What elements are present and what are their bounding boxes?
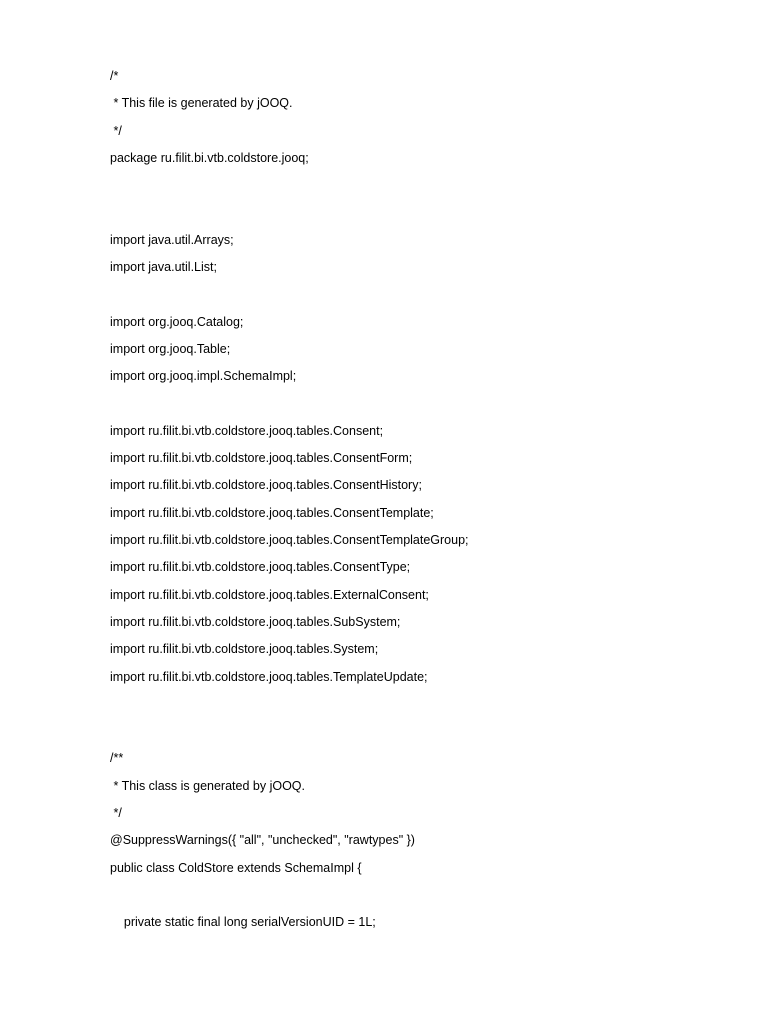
code-line: import ru.filit.bi.vtb.coldstore.jooq.tables.ConsentForm;: [110, 451, 413, 466]
code-line: @SuppressWarnings({ "all", "unchecked", "rawtypes" }): [110, 833, 415, 848]
code-line: import org.jooq.impl.SchemaImpl;: [110, 369, 297, 384]
code-line: import ru.filit.bi.vtb.coldstore.jooq.tables.ConsentTemplateGroup;: [110, 533, 469, 548]
code-line: import ru.filit.bi.vtb.coldstore.jooq.tables.ConsentHistory;: [110, 478, 422, 493]
code-line: import org.jooq.Table;: [110, 341, 231, 356]
code-line: package ru.filit.bi.vtb.coldstore.jooq;: [110, 150, 309, 165]
code-line: import ru.filit.bi.vtb.coldstore.jooq.tables.SubSystem;: [110, 614, 401, 629]
code-text-block: [110, 66, 730, 940]
code-line: import ru.filit.bi.vtb.coldstore.jooq.tables.ConsentType;: [110, 560, 411, 575]
code-line: [110, 175, 730, 202]
code-line: [110, 694, 730, 721]
code-line: [110, 885, 730, 912]
code-line: import java.util.List;: [110, 260, 217, 275]
code-line: private static final long serialVersionUID = 1L;: [110, 915, 376, 930]
code-line: import ru.filit.bi.vtb.coldstore.jooq.tables.ConsentTemplate;: [110, 505, 434, 520]
code-line: /**: [110, 751, 124, 766]
code-line: */: [110, 806, 122, 821]
code-line: import ru.filit.bi.vtb.coldstore.jooq.tables.TemplateUpdate;: [110, 669, 428, 684]
code-line: import java.util.Arrays;: [110, 232, 234, 247]
code-line: import ru.filit.bi.vtb.coldstore.jooq.tables.System;: [110, 642, 379, 657]
code-line: [110, 284, 730, 311]
code-line: [110, 721, 730, 748]
code-line: /*: [110, 69, 119, 83]
code-line: [110, 394, 730, 421]
code-line: import ru.filit.bi.vtb.coldstore.jooq.tables.Consent;: [110, 423, 384, 438]
code-line: * This class is generated by jOOQ.: [110, 778, 305, 793]
code-line: import org.jooq.Catalog;: [110, 314, 244, 329]
code-line: import ru.filit.bi.vtb.coldstore.jooq.tables.ExternalConsent;: [110, 587, 429, 602]
code-line: [110, 202, 730, 229]
code-line: */: [110, 123, 122, 138]
code-line: public class ColdStore extends SchemaImpl {: [110, 860, 362, 875]
code-line: * This file is generated by jOOQ.: [110, 96, 293, 111]
